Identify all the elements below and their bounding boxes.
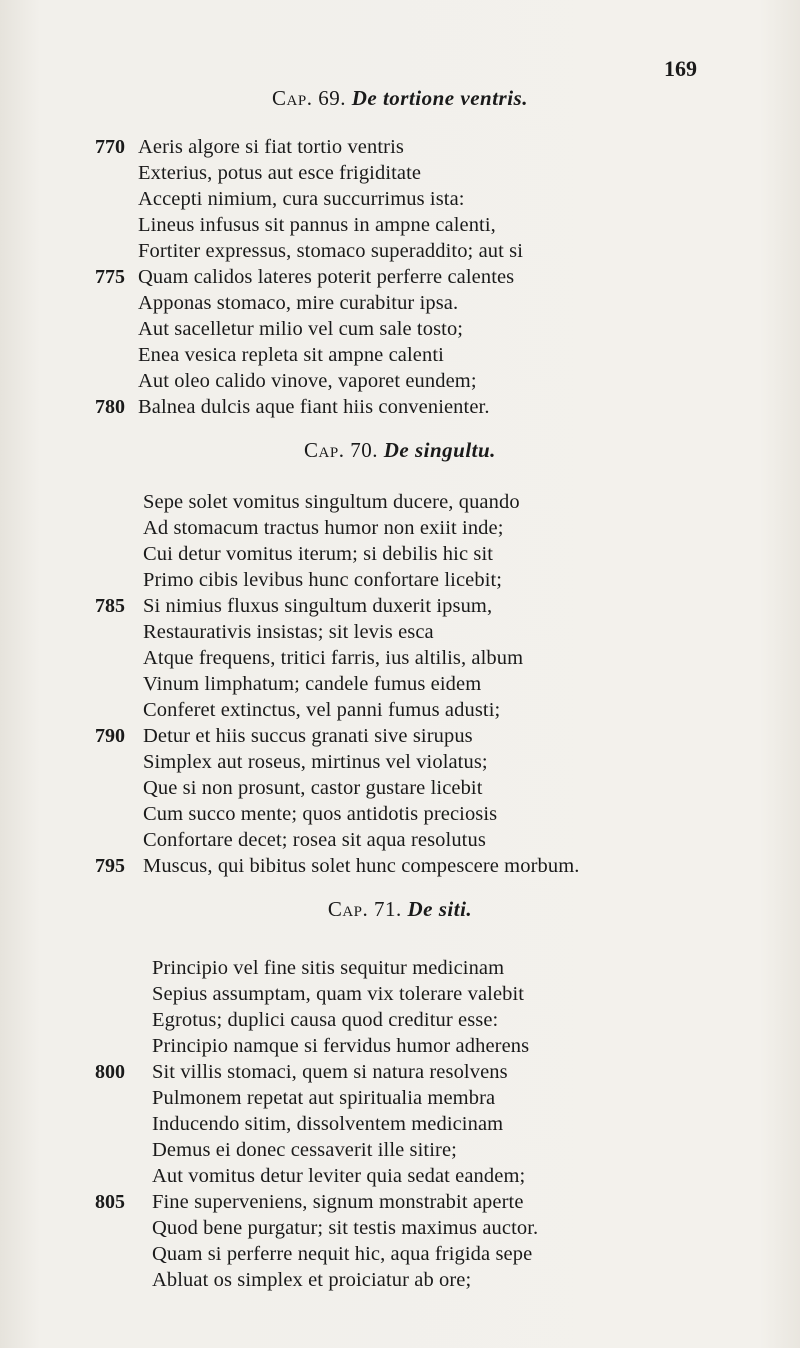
chapter-label: Cap. 71. [327,897,402,921]
verse-text: Lineus infusus sit pannus in ampne calenti, [138,214,496,236]
line-number: 790 [95,725,125,747]
line-number: 775 [95,266,125,288]
chapter-title: De tortione ventris. [351,86,528,110]
verse-line [0,801,800,827]
verse-text: Si nimius fluxus singultum duxerit ipsum, [143,595,493,617]
verse-text: Primo cibis levibus hunc confortare licebit; [143,569,503,591]
verse-text: Principio vel fine sitis sequitur medicinam [152,957,505,979]
line-number: 770 [95,136,125,158]
verse-line [0,1007,800,1033]
verse-text: Que si non prosunt, castor gustare licebit [143,777,483,799]
verse-text: Ad stomacum tractus humor non exiit inde; [143,517,504,539]
verse-text: Aeris algore si fiat tortio ventris [138,136,404,158]
verse-line [0,1137,800,1163]
verse-text: Demus ei donec cessaverit ille sitire; [152,1139,457,1161]
line-number: 795 [95,855,125,877]
verse-line [0,1267,800,1293]
verse-line [0,238,800,264]
verse-line [0,489,800,515]
verse-text: Muscus, qui bibitus solet hunc compescere morbum. [143,855,580,877]
verse-text: Vinum limphatum; candele fumus eidem [143,673,482,695]
verse-text: Aut vomitus detur leviter quia sedat eandem; [152,1165,526,1187]
verse-text: Cui detur vomitus iterum; si debilis hic sit [143,543,494,565]
verse-text: Quam calidos lateres poterit perferre calentes [138,266,515,288]
verse-line [0,541,800,567]
chapter-title: De singultu. [383,438,496,462]
verse-line [0,981,800,1007]
verse-line [0,1215,800,1241]
verse-line [0,160,800,186]
verse-line [0,671,800,697]
verse-text: Principio namque si fervidus humor adherens [152,1035,530,1057]
verse-text: Restaurativis insistas; sit levis esca [143,621,434,643]
verse-line [0,853,800,879]
verse-line [0,1163,800,1189]
verse-text: Conferet extinctus, vel panni fumus adusti; [143,699,501,721]
verse-text: Abluat os simplex et proiciatur ab ore; [152,1269,472,1291]
line-number: 805 [95,1191,125,1213]
verse-line [0,1085,800,1111]
verse-line [0,723,800,749]
verse-text: Sepe solet vomitus singultum ducere, quando [143,491,520,513]
verse-line [0,212,800,238]
verse-line [0,394,800,420]
verse-line [0,186,800,212]
verse-line [0,567,800,593]
chapter-heading-70 [0,438,800,463]
verse-text: Inducendo sitim, dissolventem medicinam [152,1113,504,1135]
verse-line [0,1241,800,1267]
verse-text: Pulmonem repetat aut spiritualia membra [152,1087,496,1109]
verse-line [0,1111,800,1137]
verse-line [0,749,800,775]
verse-text: Enea vesica repleta sit ampne calenti [138,344,444,366]
verse-text: Sepius assumptam, quam vix tolerare valebit [152,983,525,1005]
verse-text: Balnea dulcis aque fiant hiis convenienter. [138,396,490,418]
verse-text: Sit villis stomaci, quem si natura resolvens [152,1061,508,1083]
line-number: 785 [95,595,125,617]
line-number: 780 [95,396,125,418]
verse-line [0,593,800,619]
chapter-label: Cap. 70. [304,438,378,462]
line-number: 800 [95,1061,125,1083]
verse-line [0,645,800,671]
verse-line [0,1189,800,1215]
verse-line [0,264,800,290]
verse-line [0,134,800,160]
verse-line [0,827,800,853]
verse-line [0,697,800,723]
verse-block-69 [0,134,800,420]
verse-text: Confortare decet; rosea sit aqua resolutus [143,829,486,851]
verse-text: Fortiter expressus, stomaco superaddito; aut si [138,240,524,262]
chapter-label: Cap. 69. [272,86,346,110]
verse-text: Quam si perferre nequit hic, aqua frigida sepe [152,1243,533,1265]
verse-text: Aut oleo calido vinove, vaporet eundem; [138,370,477,392]
verse-text: Detur et hiis succus granati sive sirupus [143,725,473,747]
verse-text: Quod bene purgatur; sit testis maximus auctor. [152,1217,539,1239]
verse-text: Exterius, potus aut esce frigiditate [138,162,422,184]
chapter-heading-69 [0,86,800,111]
verse-line [0,316,800,342]
verse-line [0,290,800,316]
verse-text: Aut sacelletur milio vel cum sale tosto; [138,318,464,340]
verse-text: Cum succo mente; quos antidotis preciosis [143,803,498,825]
verse-line [0,775,800,801]
verse-line [0,619,800,645]
verse-line [0,955,800,981]
verse-text: Accepti nimium, cura succurrimus ista: [138,188,465,210]
verse-text: Fine superveniens, signum monstrabit aperte [152,1191,524,1213]
verse-line [0,368,800,394]
verse-block-71 [0,955,800,1293]
verse-line [0,515,800,541]
verse-text: Simplex aut roseus, mirtinus vel violatus; [143,751,488,773]
verse-block-70 [0,489,800,879]
verse-text: Apponas stomaco, mire curabitur ipsa. [138,292,459,314]
page-number: 169 [664,56,697,81]
chapter-title: De siti. [407,897,473,921]
verse-line [0,342,800,368]
verse-line [0,1033,800,1059]
chapter-heading-71 [0,897,800,922]
verse-text: Egrotus; duplici causa quod creditur esse: [152,1009,499,1031]
verse-line [0,1059,800,1085]
verse-text: Atque frequens, tritici farris, ius altilis, album [143,647,524,669]
